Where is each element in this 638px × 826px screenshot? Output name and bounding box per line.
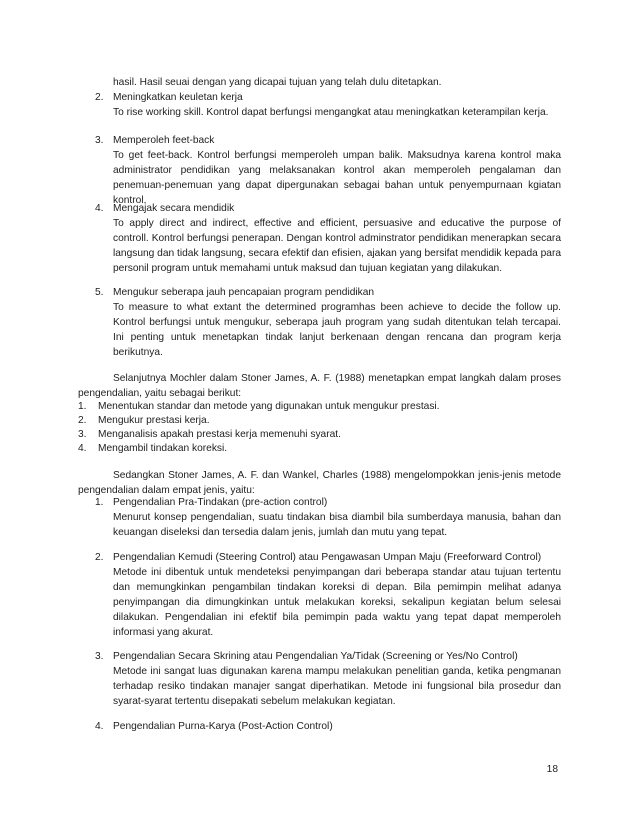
paragraph (78, 371, 561, 401)
item-number: 5. (95, 287, 104, 298)
item-body: hasil. Hasil seuai dengan yang dicapai tujuan yang telah dulu ditetapkan. (113, 77, 442, 88)
item-heading: Meningkatkan keuletan kerja (113, 92, 243, 103)
item-heading: Pengendalian Purna-Karya (Post-Action Control) (113, 721, 333, 732)
paragraph-text: Sedangkan Stoner James, A. F. dan Wankel, Charles (1988) mengelompokkan jenis-jenis metode pengendalian dalam empat jenis, yaitu: (78, 470, 561, 496)
step-number: 2. (78, 415, 87, 426)
step-number: 1. (78, 401, 87, 412)
item-body: To measure to what extant the determined programhas been achieve to decide the follow up. Kontrol berfungsi untuk mengukur, seberapa jauh program yang sudah ditentukan telah tercapai. Ini penting untuk menetapkan tindak lanjut berkenaan dengan rencana dan program kerja berikutnya. (113, 302, 561, 358)
item-heading: Mengukur seberapa jauh pencapaian program pendidikan (113, 287, 375, 298)
step-number: 3. (78, 429, 87, 440)
item-heading: Pengendalian Kemudi (Steering Control) atau Pengawasan Umpan Maju (Freeforward Control) (113, 552, 542, 563)
step-number: 4. (78, 443, 87, 454)
item-body: Metode ini dibentuk untuk mendeteksi penyimpangan dari beberapa standar atau tujuan tertentu dan memungkinkan pengambilan tindakan koreksi di depan. Bila pemimpin melihat adanya penyimpangan dia dimungkinkan untuk melakukan koreksi, sekalipun kegiatan belum selesai dilakukan. Pengendalian ini efektif bila pemimpin pada waktu yang tepat dapat memperoleh informasi yang akurat. (113, 567, 561, 638)
step-text: Mengambil tindakan koreksi. (98, 443, 228, 454)
list-item-continuation (113, 75, 561, 90)
item-number: 2. (95, 552, 104, 563)
item-number: 2. (95, 92, 104, 103)
item-body: To apply direct and indirect, effective and efficient, persuasive and educative the purpose of controll. Kontrol berfungsi penerapan. Dengan kontrol adminstrator pendidikan menerapkan secara langsung dan tidak langsung, secara efektif dan efisien, ajakan yang bersifat mendidik kepada para personil program untuk memahami untuk maksud dan tujuan kegiatan yang dilakukan. (113, 218, 561, 274)
item-number: 4. (95, 203, 104, 214)
item-heading: Memperoleh feet-back (113, 135, 215, 146)
step-text: Menganalisis apakah prestasi kerja memenuhi syarat. (98, 429, 341, 440)
paragraph (78, 468, 561, 498)
item-number: 1. (95, 497, 104, 508)
item-body: To get feet-back. Kontrol berfungsi memperoleh umpan balik. Maksudnya karena kontrol maka administrator pendidikan yang melaksanakan kontrol akan memperoleh pengalaman dan penemuan-penemuan yang dapat dipergunakan sebagai bahan untuk penyempurnaan kgiatan kontrol. (113, 150, 561, 206)
step-text: Menentukan standar dan metode yang digunakan untuk mengukur prestasi. (98, 401, 440, 412)
item-body: To rise working skill. Kontrol dapat berfungsi mengangkat atau meningkatkan keterampilan kerja. (113, 107, 549, 118)
page-number: 18 (546, 764, 558, 775)
item-number: 3. (95, 135, 104, 146)
item-heading: Pengendalian Secara Skrining atau Pengendalian Ya/Tidak (Screening or Yes/No Control) (113, 651, 518, 662)
item-body: Metode ini sangat luas digunakan karena mampu melakukan penelitian ganda, ketika pengmanan terhadap resiko tindakan manajer sangat diperhatikan. Metode ini fungsional bila prosedur dan syarat-syarat tertentu disepakati sebelum melakukan kegiatan. (113, 666, 561, 707)
item-heading: Pengendalian Pra-Tindakan (pre-action control) (113, 497, 328, 508)
item-number: 3. (95, 651, 104, 662)
item-number: 4. (95, 721, 104, 732)
item-heading: Mengajak secara mendidik (113, 203, 235, 214)
step-text: Mengukur prestasi kerja. (98, 415, 210, 426)
paragraph-text: Selanjutnya Mochler dalam Stoner James, A. F. (1988) menetapkan empat langkah dalam proses pengendalian, yaitu sebagai berikut: (78, 373, 561, 399)
item-body: Menurut konsep pengendalian, suatu tindakan bisa diambil bila sumberdaya manusia, bahan dan keuangan diseleksi dan tersedia dalam jenis, jumlah dan mutu yang tepat. (113, 512, 561, 538)
